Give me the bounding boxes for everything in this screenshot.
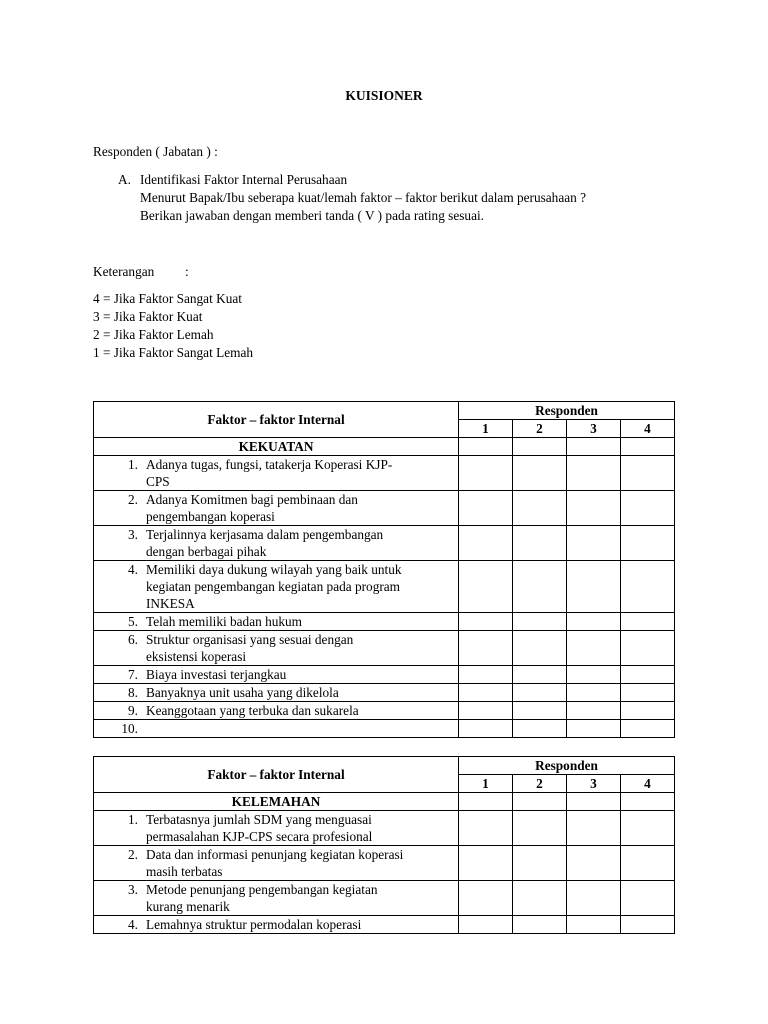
- factor-number: 6.: [128, 632, 138, 647]
- rating-cell[interactable]: [459, 456, 513, 491]
- section-title-row: [94, 438, 675, 456]
- factor-row: [94, 666, 675, 684]
- factor-number: 7.: [128, 667, 138, 682]
- respondent-label: Responden ( Jabatan ) :: [93, 144, 218, 159]
- factor-row: [94, 491, 675, 526]
- rating-cell[interactable]: [567, 456, 621, 491]
- factor-text-line: masih terbatas: [146, 864, 223, 879]
- rating-cell[interactable]: [567, 702, 621, 720]
- rating-cell[interactable]: [513, 561, 567, 613]
- factor-text-line: Adanya tugas, fungsi, tatakerja Koperasi KJP-: [146, 457, 393, 472]
- rating-cell[interactable]: [513, 684, 567, 702]
- factor-item: [94, 613, 458, 630]
- factor-text-line: Memiliki daya dukung wilayah yang baik untuk: [146, 562, 402, 577]
- factor-cell: [94, 613, 459, 631]
- rating-cell[interactable]: [621, 613, 675, 631]
- factor-number: 1.: [128, 457, 138, 472]
- rating-cell[interactable]: [621, 720, 675, 738]
- rating-cell[interactable]: [513, 526, 567, 561]
- factor-text-line: [146, 720, 454, 737]
- rating-cell[interactable]: [621, 684, 675, 702]
- factor-cell: [94, 526, 459, 561]
- factor-row: [94, 881, 675, 916]
- section-title: KEKUATAN: [94, 438, 459, 456]
- rating-cell[interactable]: [513, 916, 567, 934]
- rating-cell[interactable]: [621, 561, 675, 613]
- rating-cell[interactable]: [621, 456, 675, 491]
- rating-cell[interactable]: [621, 793, 675, 811]
- factor-item: [94, 702, 458, 719]
- rating-cell[interactable]: [513, 491, 567, 526]
- factor-number: 4.: [128, 562, 138, 577]
- factor-text-line: Lemahnya struktur permodalan koperasi: [146, 917, 362, 932]
- factor-text-line: Adanya Komitmen bagi pembinaan dan: [146, 492, 358, 507]
- rating-cell[interactable]: [567, 916, 621, 934]
- rating-cell[interactable]: [459, 702, 513, 720]
- page-title: KUISIONER: [345, 88, 423, 103]
- rating-cell[interactable]: [567, 811, 621, 846]
- factor-cell: [94, 561, 459, 613]
- factor-row: [94, 526, 675, 561]
- rating-cell[interactable]: [459, 631, 513, 666]
- factor-text: [146, 702, 458, 719]
- rating-cell[interactable]: [459, 666, 513, 684]
- header-row: [94, 757, 675, 775]
- factor-row: [94, 811, 675, 846]
- rating-cell[interactable]: [621, 916, 675, 934]
- legend-item: 2 = Jika Faktor Lemah: [93, 327, 214, 342]
- section-title-row: [94, 793, 675, 811]
- rating-cell[interactable]: [567, 666, 621, 684]
- factor-cell: [94, 916, 459, 934]
- factor-text: [146, 881, 458, 915]
- factor-text-line: Keanggotaan yang terbuka dan sukarela: [146, 703, 359, 718]
- rating-header-4: 4: [621, 775, 675, 793]
- rating-cell[interactable]: [567, 881, 621, 916]
- rating-cell[interactable]: [567, 561, 621, 613]
- factor-item: [94, 491, 458, 525]
- factor-cell: [94, 684, 459, 702]
- rating-header-2: 2: [513, 775, 567, 793]
- rating-cell[interactable]: [513, 666, 567, 684]
- factor-cell: [94, 456, 459, 491]
- rating-cell[interactable]: [459, 526, 513, 561]
- rating-cell[interactable]: [567, 613, 621, 631]
- factor-column-header: Faktor – faktor Internal: [94, 402, 459, 438]
- factor-number: 3.: [128, 882, 138, 897]
- factor-text-line: Telah memiliki badan hukum: [146, 614, 303, 629]
- header-row: [94, 402, 675, 420]
- rating-cell[interactable]: [459, 846, 513, 881]
- factor-row: [94, 631, 675, 666]
- factor-item: [94, 526, 458, 560]
- rating-cell[interactable]: [621, 666, 675, 684]
- rating-header-3: 3: [567, 775, 621, 793]
- factor-item: [94, 561, 458, 612]
- factor-text: [146, 846, 458, 880]
- factor-text: [146, 491, 458, 525]
- factor-text-line: kurang menarik: [146, 899, 230, 914]
- rating-cell[interactable]: [513, 702, 567, 720]
- factor-cell: [94, 811, 459, 846]
- rating-cell[interactable]: [459, 438, 513, 456]
- factor-text-line: eksistensi koperasi: [146, 649, 247, 664]
- rating-header-4: 4: [621, 420, 675, 438]
- rating-cell[interactable]: [513, 881, 567, 916]
- rating-cell[interactable]: [621, 811, 675, 846]
- rating-cell[interactable]: [513, 811, 567, 846]
- factor-text-line: CPS: [146, 474, 170, 489]
- section-letter: A.: [118, 172, 131, 187]
- legend-item: 3 = Jika Faktor Kuat: [93, 309, 203, 324]
- factor-row: [94, 684, 675, 702]
- rating-header-1: 1: [459, 775, 513, 793]
- rating-cell[interactable]: [621, 846, 675, 881]
- factor-number: 4.: [128, 917, 138, 932]
- factor-row: [94, 720, 675, 738]
- factor-text: [146, 526, 458, 560]
- kelemahan-table: [93, 756, 675, 934]
- factor-text: [146, 613, 458, 630]
- rating-cell[interactable]: [567, 526, 621, 561]
- factor-item: [94, 684, 458, 701]
- rating-cell[interactable]: [567, 793, 621, 811]
- factor-cell: [94, 702, 459, 720]
- rating-cell[interactable]: [459, 811, 513, 846]
- factor-text-line: dengan berbagai pihak: [146, 544, 267, 559]
- factor-item: [94, 916, 458, 933]
- rating-cell[interactable]: [567, 491, 621, 526]
- factor-text: [146, 456, 458, 490]
- rating-cell[interactable]: [459, 881, 513, 916]
- factor-number: 3.: [128, 527, 138, 542]
- section-heading: Identifikasi Faktor Internal Perusahaan: [140, 172, 348, 187]
- section-title: KELEMAHAN: [94, 793, 459, 811]
- factor-text: [146, 561, 458, 612]
- rating-cell[interactable]: [459, 916, 513, 934]
- section-instruction-1: Menurut Bapak/Ibu seberapa kuat/lemah faktor – faktor berikut dalam perusahaan ?: [140, 190, 587, 205]
- factor-number: 1.: [128, 812, 138, 827]
- factor-text-line: pengembangan koperasi: [146, 509, 275, 524]
- factor-number: 8.: [128, 685, 138, 700]
- factor-number: 2.: [128, 492, 138, 507]
- factor-row: [94, 916, 675, 934]
- factor-row: [94, 846, 675, 881]
- factor-cell: [94, 666, 459, 684]
- factor-column-header: Faktor – faktor Internal: [94, 757, 459, 793]
- factor-number: 9.: [128, 703, 138, 718]
- respondent-column-header: Responden: [459, 402, 675, 420]
- rating-cell[interactable]: [513, 631, 567, 666]
- factor-text: [146, 684, 458, 701]
- factor-row: [94, 702, 675, 720]
- rating-cell[interactable]: [567, 631, 621, 666]
- rating-cell[interactable]: [513, 613, 567, 631]
- factor-text: [146, 631, 458, 665]
- factor-cell: [94, 881, 459, 916]
- rating-cell[interactable]: [459, 491, 513, 526]
- factor-row: [94, 456, 675, 491]
- rating-cell[interactable]: [513, 438, 567, 456]
- legend-item: 4 = Jika Faktor Sangat Kuat: [93, 291, 242, 306]
- rating-cell[interactable]: [459, 684, 513, 702]
- factor-item: [94, 881, 458, 915]
- factor-item: [94, 456, 458, 490]
- rating-cell[interactable]: [621, 526, 675, 561]
- factor-text: [146, 811, 458, 845]
- factor-text-line: Terbatasnya jumlah SDM yang menguasai: [146, 812, 372, 827]
- factor-text-line: INKESA: [146, 596, 195, 611]
- rating-cell[interactable]: [621, 881, 675, 916]
- factor-cell: [94, 846, 459, 881]
- factor-text: [146, 666, 458, 683]
- rating-cell[interactable]: [513, 793, 567, 811]
- rating-cell[interactable]: [459, 793, 513, 811]
- rating-header-1: 1: [459, 420, 513, 438]
- factor-number: 2.: [128, 847, 138, 862]
- factor-text-line: Banyaknya unit usaha yang dikelola: [146, 685, 339, 700]
- factor-text: [146, 720, 458, 737]
- rating-cell[interactable]: [621, 631, 675, 666]
- rating-cell[interactable]: [459, 561, 513, 613]
- kekuatan-table: [93, 401, 675, 738]
- legend-label: Keterangan: [93, 264, 155, 279]
- respondent-column-header: Responden: [459, 757, 675, 775]
- factor-item: [94, 811, 458, 845]
- rating-cell[interactable]: [513, 720, 567, 738]
- factor-item: [94, 720, 458, 737]
- legend-item: 1 = Jika Faktor Sangat Lemah: [93, 345, 254, 360]
- rating-cell[interactable]: [621, 438, 675, 456]
- rating-cell[interactable]: [621, 702, 675, 720]
- rating-cell[interactable]: [621, 491, 675, 526]
- rating-cell[interactable]: [567, 846, 621, 881]
- rating-cell[interactable]: [567, 438, 621, 456]
- factor-cell: [94, 631, 459, 666]
- factor-row: [94, 613, 675, 631]
- section-instruction-2: Berikan jawaban dengan memberi tanda ( V ) pada rating sesuai.: [140, 208, 484, 223]
- factor-number: 5.: [128, 614, 138, 629]
- rating-cell[interactable]: [513, 846, 567, 881]
- factor-text-line: Biaya investasi terjangkau: [146, 667, 287, 682]
- rating-cell[interactable]: [459, 613, 513, 631]
- factor-cell: [94, 720, 459, 738]
- factor-text-line: Terjalinnya kerjasama dalam pengembangan: [146, 527, 384, 542]
- factor-number: 10.: [121, 721, 138, 736]
- factor-text-line: kegiatan pengembangan kegiatan pada program: [146, 579, 401, 594]
- rating-cell[interactable]: [567, 720, 621, 738]
- factor-item: [94, 846, 458, 880]
- rating-cell[interactable]: [567, 684, 621, 702]
- factor-item: [94, 631, 458, 665]
- factor-cell: [94, 491, 459, 526]
- rating-cell[interactable]: [459, 720, 513, 738]
- factor-text: [146, 916, 458, 933]
- factor-row: [94, 561, 675, 613]
- factor-text-line: Metode penunjang pengembangan kegiatan: [146, 882, 378, 897]
- rating-header-2: 2: [513, 420, 567, 438]
- factor-text-line: Data dan informasi penunjang kegiatan koperasi: [146, 847, 404, 862]
- factor-text-line: permasalahan KJP-CPS secara profesional: [146, 829, 373, 844]
- factor-item: [94, 666, 458, 683]
- rating-header-3: 3: [567, 420, 621, 438]
- rating-cell[interactable]: [513, 456, 567, 491]
- legend-colon: :: [185, 264, 189, 279]
- factor-text-line: Struktur organisasi yang sesuai dengan: [146, 632, 354, 647]
